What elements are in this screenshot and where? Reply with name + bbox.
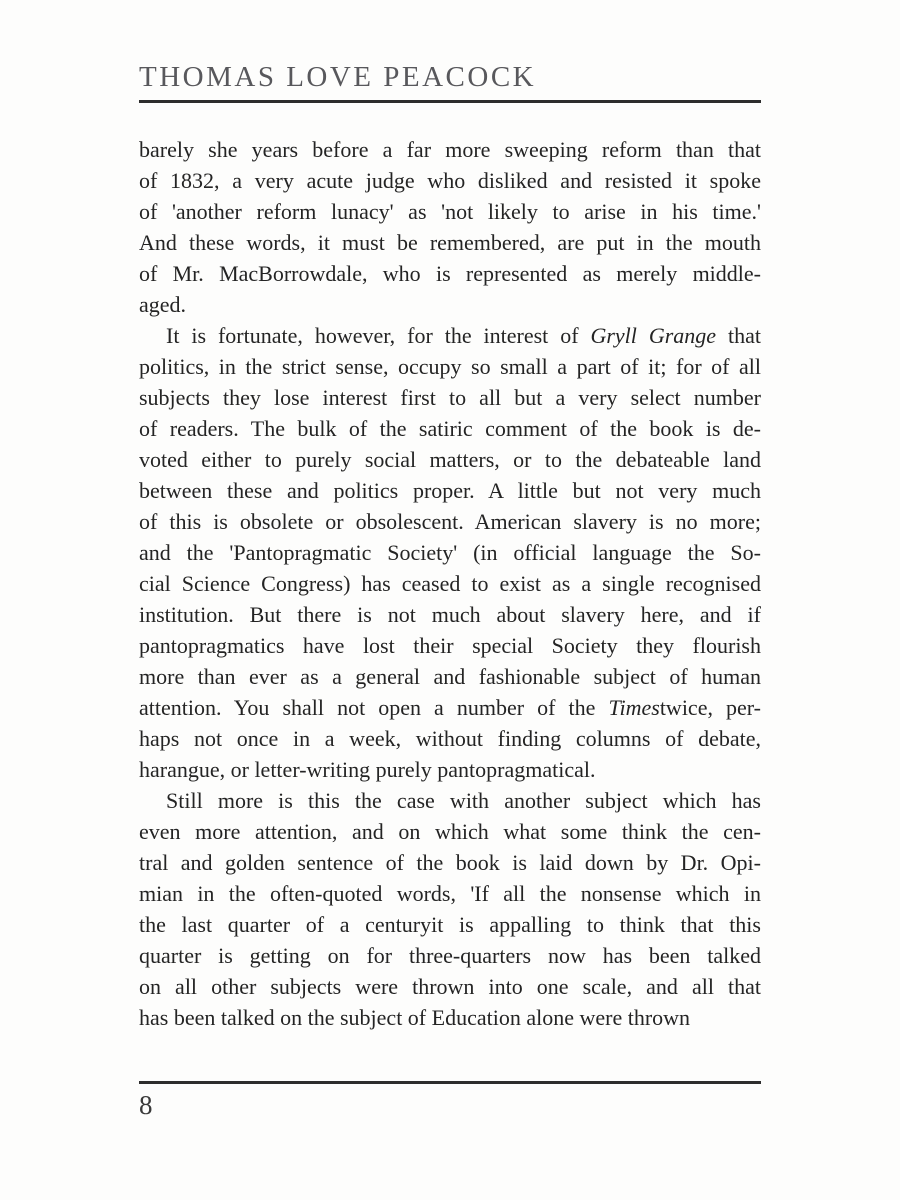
text-line: voted either to purely social matters, or to the debateable land bbox=[139, 447, 761, 472]
text-line: of readers. The bulk of the satiric comment of the book is de- bbox=[139, 416, 761, 441]
text-line: more than ever as a general and fashionable subject of human bbox=[139, 664, 761, 689]
text-line: And these words, it must be remembered, are put in the mouth bbox=[139, 230, 761, 255]
text-line: on all other subjects were thrown into one scale, and all that bbox=[139, 974, 761, 999]
page-content bbox=[139, 0, 761, 1121]
text-line: mian in the often-quoted words, 'If all the nonsense which in bbox=[139, 881, 761, 906]
text-line: has been talked on the subject of Education alone were thrown bbox=[139, 1005, 691, 1030]
text-line: aged. bbox=[139, 292, 187, 317]
header-rule bbox=[139, 100, 761, 103]
text-line: of 'another reform lunacy' as 'not likely to arise in his time.' bbox=[139, 199, 761, 224]
text-line: of Mr. MacBorrowdale, who is represented as merely middle- bbox=[139, 261, 761, 286]
text-line: and the 'Pantopragmatic Society' (in official language the So- bbox=[139, 540, 761, 565]
text-line: haps not once in a week, without finding columns of debate, bbox=[139, 726, 761, 751]
text-line: harangue, or letter-writing purely pantopragmatical. bbox=[139, 757, 596, 782]
text-line: cial Science Congress) has ceased to exist as a single recognised bbox=[139, 571, 761, 596]
paragraph bbox=[139, 320, 761, 785]
page-number: 8 bbox=[139, 1090, 153, 1120]
text-line: of this is obsolete or obsolescent. American slavery is no more; bbox=[139, 509, 761, 534]
running-header: THOMAS LOVE PEACOCK bbox=[139, 61, 537, 93]
text-line: pantopragmatics have lost their special Society they flourish bbox=[139, 633, 761, 658]
paragraph bbox=[139, 785, 761, 1033]
text-line: Still more is this the case with another subject which has bbox=[166, 788, 761, 813]
text-line: of 1832, a very acute judge who disliked and resisted it spoke bbox=[139, 168, 761, 193]
page-text bbox=[139, 134, 761, 1033]
text-line: even more attention, and on which what some think the cen- bbox=[139, 819, 761, 844]
text-line: It is fortunate, however, for the interest of Gryll Grange that bbox=[166, 323, 761, 348]
text-line: subjects they lose interest first to all but a very select number bbox=[139, 385, 761, 410]
text-line: politics, in the strict sense, occupy so small a part of it; for of all bbox=[139, 354, 761, 379]
text-line: the last quarter of a centuryit is appalling to think that this bbox=[139, 912, 761, 937]
footer-rule bbox=[139, 1081, 761, 1084]
paragraph bbox=[139, 134, 761, 320]
text-line: between these and politics proper. A little but not very much bbox=[139, 478, 761, 503]
text-line: barely she years before a far more sweeping reform than that bbox=[139, 137, 761, 162]
text-line: quarter is getting on for three-quarters now has been talked bbox=[139, 943, 761, 968]
text-line: tral and golden sentence of the book is laid down by Dr. Opi- bbox=[139, 850, 761, 875]
text-line: attention. You shall not open a number of the Timestwice, per- bbox=[139, 695, 761, 720]
text-line: institution. But there is not much about slavery here, and if bbox=[139, 602, 761, 627]
